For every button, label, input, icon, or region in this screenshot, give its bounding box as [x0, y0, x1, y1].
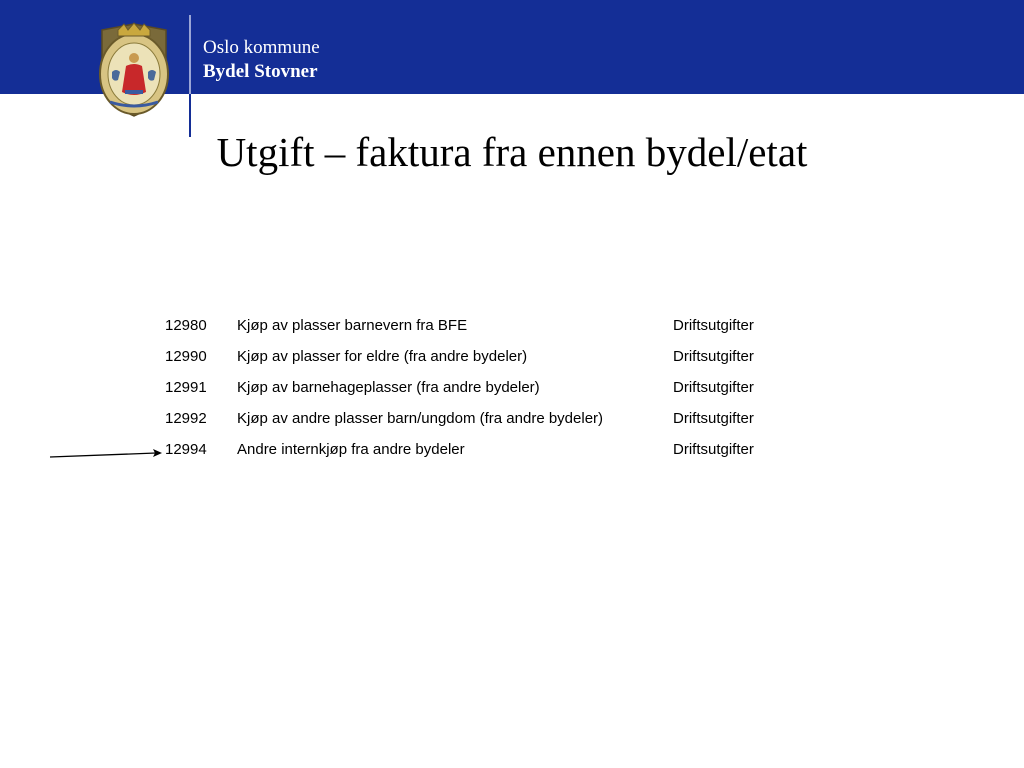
table-row	[160, 310, 783, 341]
table-row	[160, 372, 783, 403]
header-divider-highlight	[189, 15, 191, 94]
org-name: Oslo kommune	[203, 37, 320, 58]
table-row	[160, 341, 783, 372]
district-name: Bydel Stovner	[203, 61, 318, 82]
account-code: 12990	[165, 348, 207, 365]
account-description: Kjøp av barnehageplasser (fra andre bydeler)	[237, 379, 540, 396]
account-table	[160, 310, 783, 465]
slide-title: Utgift – faktura fra ennen bydel/etat	[216, 129, 808, 175]
account-category: Driftsutgifter	[673, 441, 754, 458]
account-description: Kjøp av plasser barnevern fra BFE	[237, 317, 468, 334]
account-code: 12991	[165, 379, 207, 396]
oslo-seal-logo	[92, 22, 176, 118]
account-description: Kjøp av plasser for eldre (fra andre bydeler)	[237, 348, 528, 365]
table-row-highlighted	[160, 434, 783, 465]
account-category: Driftsutgifter	[673, 348, 754, 365]
account-code: 12994	[165, 441, 207, 458]
table-row	[160, 403, 783, 434]
account-code: 12992	[165, 410, 207, 427]
account-category: Driftsutgifter	[673, 317, 754, 334]
account-code: 12980	[165, 317, 207, 334]
organization-name	[203, 36, 320, 84]
account-category: Driftsutgifter	[673, 379, 754, 396]
account-description: Kjøp av andre plasser barn/ungdom (fra andre bydeler)	[237, 410, 604, 427]
account-category: Driftsutgifter	[673, 410, 754, 427]
account-description: Andre internkjøp fra andre bydeler	[237, 441, 465, 458]
